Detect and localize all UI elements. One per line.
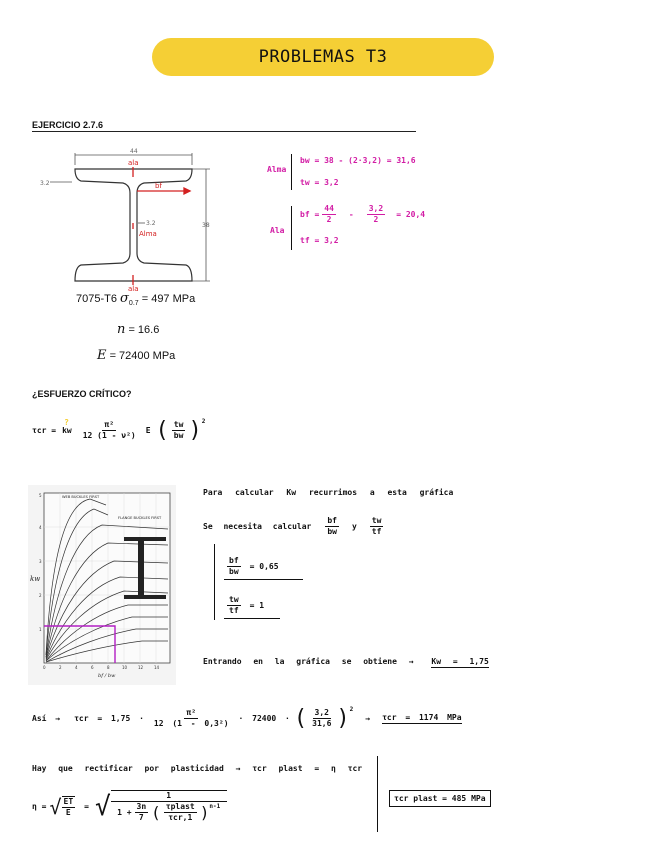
ratio-brace — [214, 544, 215, 620]
kw-result: Kw = 1,75 — [431, 657, 489, 666]
dim-height: 38 — [202, 222, 210, 229]
bf-num-1: 44 — [324, 204, 334, 213]
ala-top-label: ala — [128, 159, 139, 167]
r1-num: bf — [229, 556, 239, 565]
y-tick-5: 5 — [39, 493, 42, 498]
bf-den-1: 2 — [326, 215, 332, 224]
result-exp: 2 — [349, 706, 354, 713]
bf-label: bf — [155, 182, 162, 190]
eta-7: 7 — [138, 813, 144, 822]
eta-tplast: τplast — [165, 802, 195, 811]
eta-den-pre: 1 + — [117, 807, 132, 817]
dim-top: 44 — [130, 148, 138, 155]
y-tick-1: 1 — [39, 627, 42, 632]
eta-exp: n-1 — [209, 803, 221, 810]
x-tick-7: 14 — [154, 665, 160, 670]
need-y: y — [351, 522, 357, 531]
x-tick-1: 2 — [59, 665, 62, 670]
r2-value: = 1 — [249, 601, 265, 610]
e-line — [97, 348, 175, 363]
r2-den: tf — [229, 606, 239, 615]
alloy-name: 7075-T6 — [76, 293, 117, 305]
need-f2-num: tw — [371, 516, 382, 525]
heading-rule — [32, 131, 416, 132]
bf-equation — [300, 204, 425, 225]
eta-3n: 3n — [136, 802, 147, 811]
entering-line — [203, 657, 489, 666]
chart-xlabel: bf / bw — [98, 673, 116, 679]
plasticity-divider — [377, 756, 378, 832]
sigma-sub: 0.7 — [128, 300, 139, 308]
plasticity-line: Hay que rectificar por plasticidad → τcr plast = η τcr — [32, 764, 363, 773]
r2-num: tw — [229, 595, 239, 604]
plastic-result-box: τcr plast = 485 MPa — [389, 790, 491, 807]
eta-et: ET — [63, 796, 74, 806]
result-final: τcr = 1174 MPa — [382, 713, 462, 722]
page-title: PROBLEMAS T3 — [258, 47, 388, 67]
critical-heading: ¿ESFUERZO CRÍTICO? — [32, 389, 132, 399]
asi-text: Así → — [32, 714, 61, 723]
entering-text: Entrando en la gráfica se obtiene → — [203, 657, 414, 666]
x-tick-0: 0 — [43, 665, 46, 670]
result-pd: 31,6 — [312, 719, 332, 728]
eta-one: 1 — [111, 791, 227, 802]
n-line — [117, 322, 159, 337]
y-tick-3: 3 — [39, 559, 42, 564]
flange-buckles-label: FLANGE BUCKLES FIRST — [118, 516, 162, 520]
material-line — [76, 291, 195, 307]
bf-minus: - — [348, 210, 354, 219]
ala-dims-label: Ala — [270, 226, 285, 235]
kw-term: ? kw — [62, 418, 72, 435]
e-value: = 72400 MPa — [109, 350, 176, 362]
sigma-value: = 497 MPa — [141, 293, 196, 305]
page-title-pill — [152, 38, 494, 76]
ala-bottom-label: ala — [128, 285, 139, 293]
result-tcr: τcr = 1,75 · — [74, 714, 144, 723]
ratio-1 — [224, 556, 303, 580]
x-tick-4: 8 — [107, 665, 110, 670]
exercise-heading: EJERCICIO 2.7.6 — [32, 120, 104, 130]
ala-brace — [291, 206, 292, 250]
x-tick-3: 6 — [91, 665, 94, 670]
need-f1-num: bf — [327, 516, 337, 525]
ratio-2 — [224, 595, 280, 619]
eta-formula: η = √ $\frac{ET}{E}$ = √ 1 1 + $\frac{3n}{7}$ ( $\frac{\text{τplast}}{\text{τcr,1}}$ ) $^{n-1}$ — [32, 790, 230, 823]
bf-num-2: 3,2 — [368, 204, 384, 213]
result-num: π² — [186, 708, 197, 717]
x-tick-2: 4 — [75, 665, 78, 670]
result-line: Así → τcr = 1,75 · $\frac{\text{π²}}{\text{12 (1 - 0,3²)}}$ · 72400 · ( $\frac{3,2}{31,6}$ ) $^2$ → τcr = 1174 MPa — [32, 706, 462, 731]
tcr-exp: 2 — [201, 418, 206, 425]
tcr-pd: bw — [173, 431, 184, 440]
bf-result: = 20,4 — [396, 210, 426, 219]
r1-den: bw — [229, 567, 239, 576]
kw-chart — [28, 485, 176, 685]
alma-drawing-label: Alma — [139, 230, 157, 238]
need-f1-den: bw — [327, 527, 337, 536]
bf-den-2: 2 — [373, 215, 379, 224]
result-e: · 72400 · — [238, 714, 290, 723]
x-tick-6: 12 — [138, 665, 144, 670]
alma-brace — [291, 154, 292, 190]
dim-flange: 3.2 — [40, 180, 50, 187]
n-value: = 16.6 — [128, 324, 160, 336]
critical-formula: τcr = ? kw $\frac{\text{π²}}{\text{12 (1 - ν²)}}$ E ( $\frac{tw}{bw}$ ) $^2$ — [32, 418, 206, 443]
e-symbol: E — [97, 348, 107, 363]
x-tick-5: 10 — [122, 665, 128, 670]
dim-web: 3.2 — [146, 220, 156, 227]
r1-value: = 0,65 — [249, 562, 279, 571]
chart-ylabel: kw — [30, 575, 41, 583]
result-arrow: → — [365, 714, 371, 723]
bw-equation: bw = 38 - (2·3,2) = 31,6 — [300, 156, 416, 165]
tcr-e: E — [145, 426, 151, 435]
y-tick-2: 2 — [39, 593, 42, 598]
eta-tcr1: τcr,1 — [168, 813, 193, 822]
tcr-den: 12 (1 - ν²) — [82, 431, 136, 440]
n-symbol: n — [117, 322, 126, 337]
web-buckles-label: WEB BUCKLES FIRST — [62, 495, 100, 499]
need-f2-den: tf — [371, 527, 382, 536]
kw-symbol: kw — [62, 426, 72, 435]
tcr-pn: tw — [173, 420, 184, 429]
sigma-symbol: σ — [120, 291, 129, 306]
bf-lhs: bf = — [300, 210, 320, 219]
result-den: 12 (1 - 0,3²) — [153, 719, 229, 728]
kw-need-text: Se necesita calcular — [203, 522, 312, 531]
kw-need-line — [203, 516, 386, 537]
alma-dims-label: Alma — [267, 165, 287, 174]
eta-e: E — [65, 807, 71, 817]
i-beam-drawing — [40, 145, 225, 295]
tw-equation: tw = 3,2 — [300, 178, 339, 187]
kw-intro-line: Para calcular Kw recurrimos a esta gráfica — [203, 488, 454, 497]
tcr-num: π² — [104, 420, 115, 429]
tf-equation: tf = 3,2 — [300, 236, 339, 245]
eta-lhs: η = — [32, 802, 47, 811]
y-tick-4: 4 — [39, 525, 42, 530]
result-pn: 3,2 — [314, 708, 329, 717]
tcr-lhs: τcr = — [32, 426, 57, 435]
